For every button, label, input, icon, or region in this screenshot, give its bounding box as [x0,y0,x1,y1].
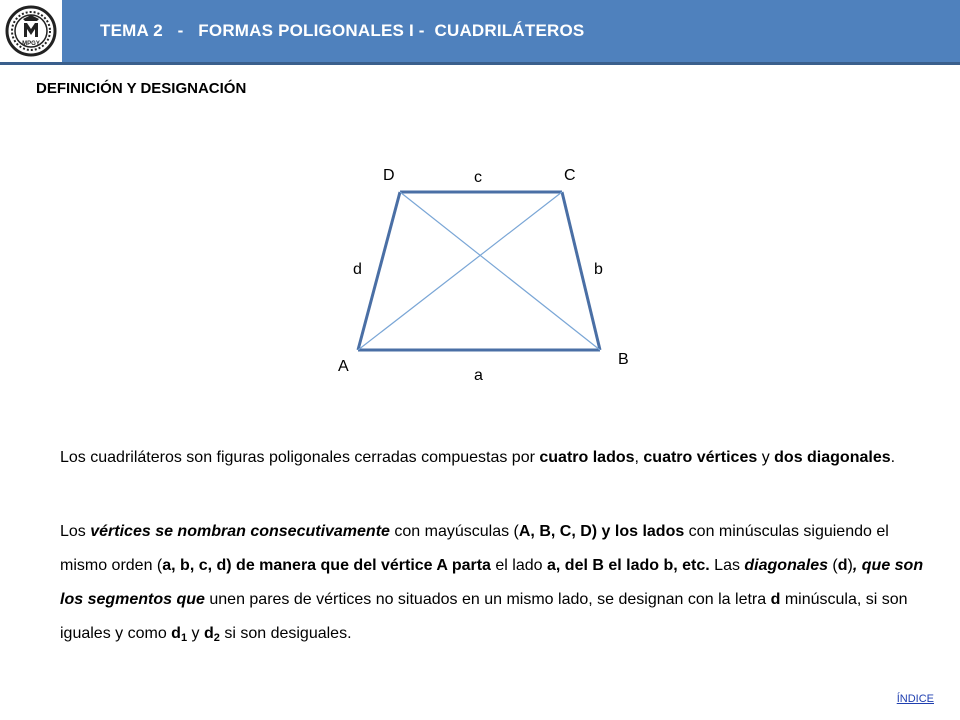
diagonal-bd [400,192,600,350]
definition-paragraph [60,441,940,475]
text-run: ) [847,557,853,574]
emphasis-vertex-letters: A, B, C, D) y los lados [518,523,685,540]
page-title: TEMA 2 - FORMAS POLIGONALES I - CUADRILÁTEROS [100,21,585,40]
text-run: con mayúsculas ( [389,523,519,540]
side-label-d: d [353,261,362,278]
vertex-label-d: D [383,167,395,184]
text-run: si son desiguales. [219,625,352,642]
text-run: con minúsculas siguiendo el mismo orden ( [60,523,889,574]
text-run: minúscula, si son iguales y como [60,591,908,642]
side-label-b: b [594,261,603,278]
logo [0,0,62,62]
emphasis-four-vertices: cuatro vértices [643,449,758,466]
emphasis-four-sides: cuatro lados [539,449,635,466]
emphasis-side-example: a, del B el lado b, etc. [547,557,710,574]
quadrilateral-diagram [330,160,640,390]
emphasis-d2: d [203,625,214,642]
diagonal-ac [358,192,562,350]
side-label-c: c [474,169,482,186]
text-run: Las [709,557,745,574]
text-run: Los [60,523,91,540]
section-title: DEFINICIÓN Y DESIGNACIÓN [36,80,247,97]
vertex-label-b: B [618,351,629,368]
side-d-line [358,192,400,350]
emphasis-vertices-naming: vértices se nombran consecutivamente [90,523,390,540]
emphasis-segments: , que son los segmentos que [60,557,924,608]
text-run: . [890,449,896,466]
text-run: Los cuadriláteros son figuras poligonales cerradas compuestas por [60,449,540,466]
emphasis-d-letter: d [770,591,781,608]
seal-icon [5,5,57,57]
emphasis-two-diagonals: dos diagonales [774,449,891,466]
index-link[interactable]: ÍNDICE [896,693,934,705]
vertex-label-a: A [338,358,349,375]
emphasis-side-letters: a, b, c, d) de manera que del vértice A parta [162,557,491,574]
subscript-1: 1 [180,632,188,644]
designation-paragraph [60,515,940,651]
vertex-label-c: C [564,167,576,184]
text-run: , [634,449,644,466]
text-run: y [187,625,204,642]
emphasis-diagonals: diagonales [744,557,828,574]
text-run: y [757,449,775,466]
emphasis-d1: d [171,625,181,642]
emphasis-d: d [837,557,848,574]
side-label-a: a [474,367,483,384]
subscript-2: 2 [213,632,220,644]
text-run: ( [827,557,838,574]
svg-text:MPGY: MPGY [22,41,40,47]
text-run: el lado [490,557,547,574]
header-bar [0,0,960,65]
text-run: unen pares de vértices no situados en un mismo lado, se designan con la letra [204,591,771,608]
